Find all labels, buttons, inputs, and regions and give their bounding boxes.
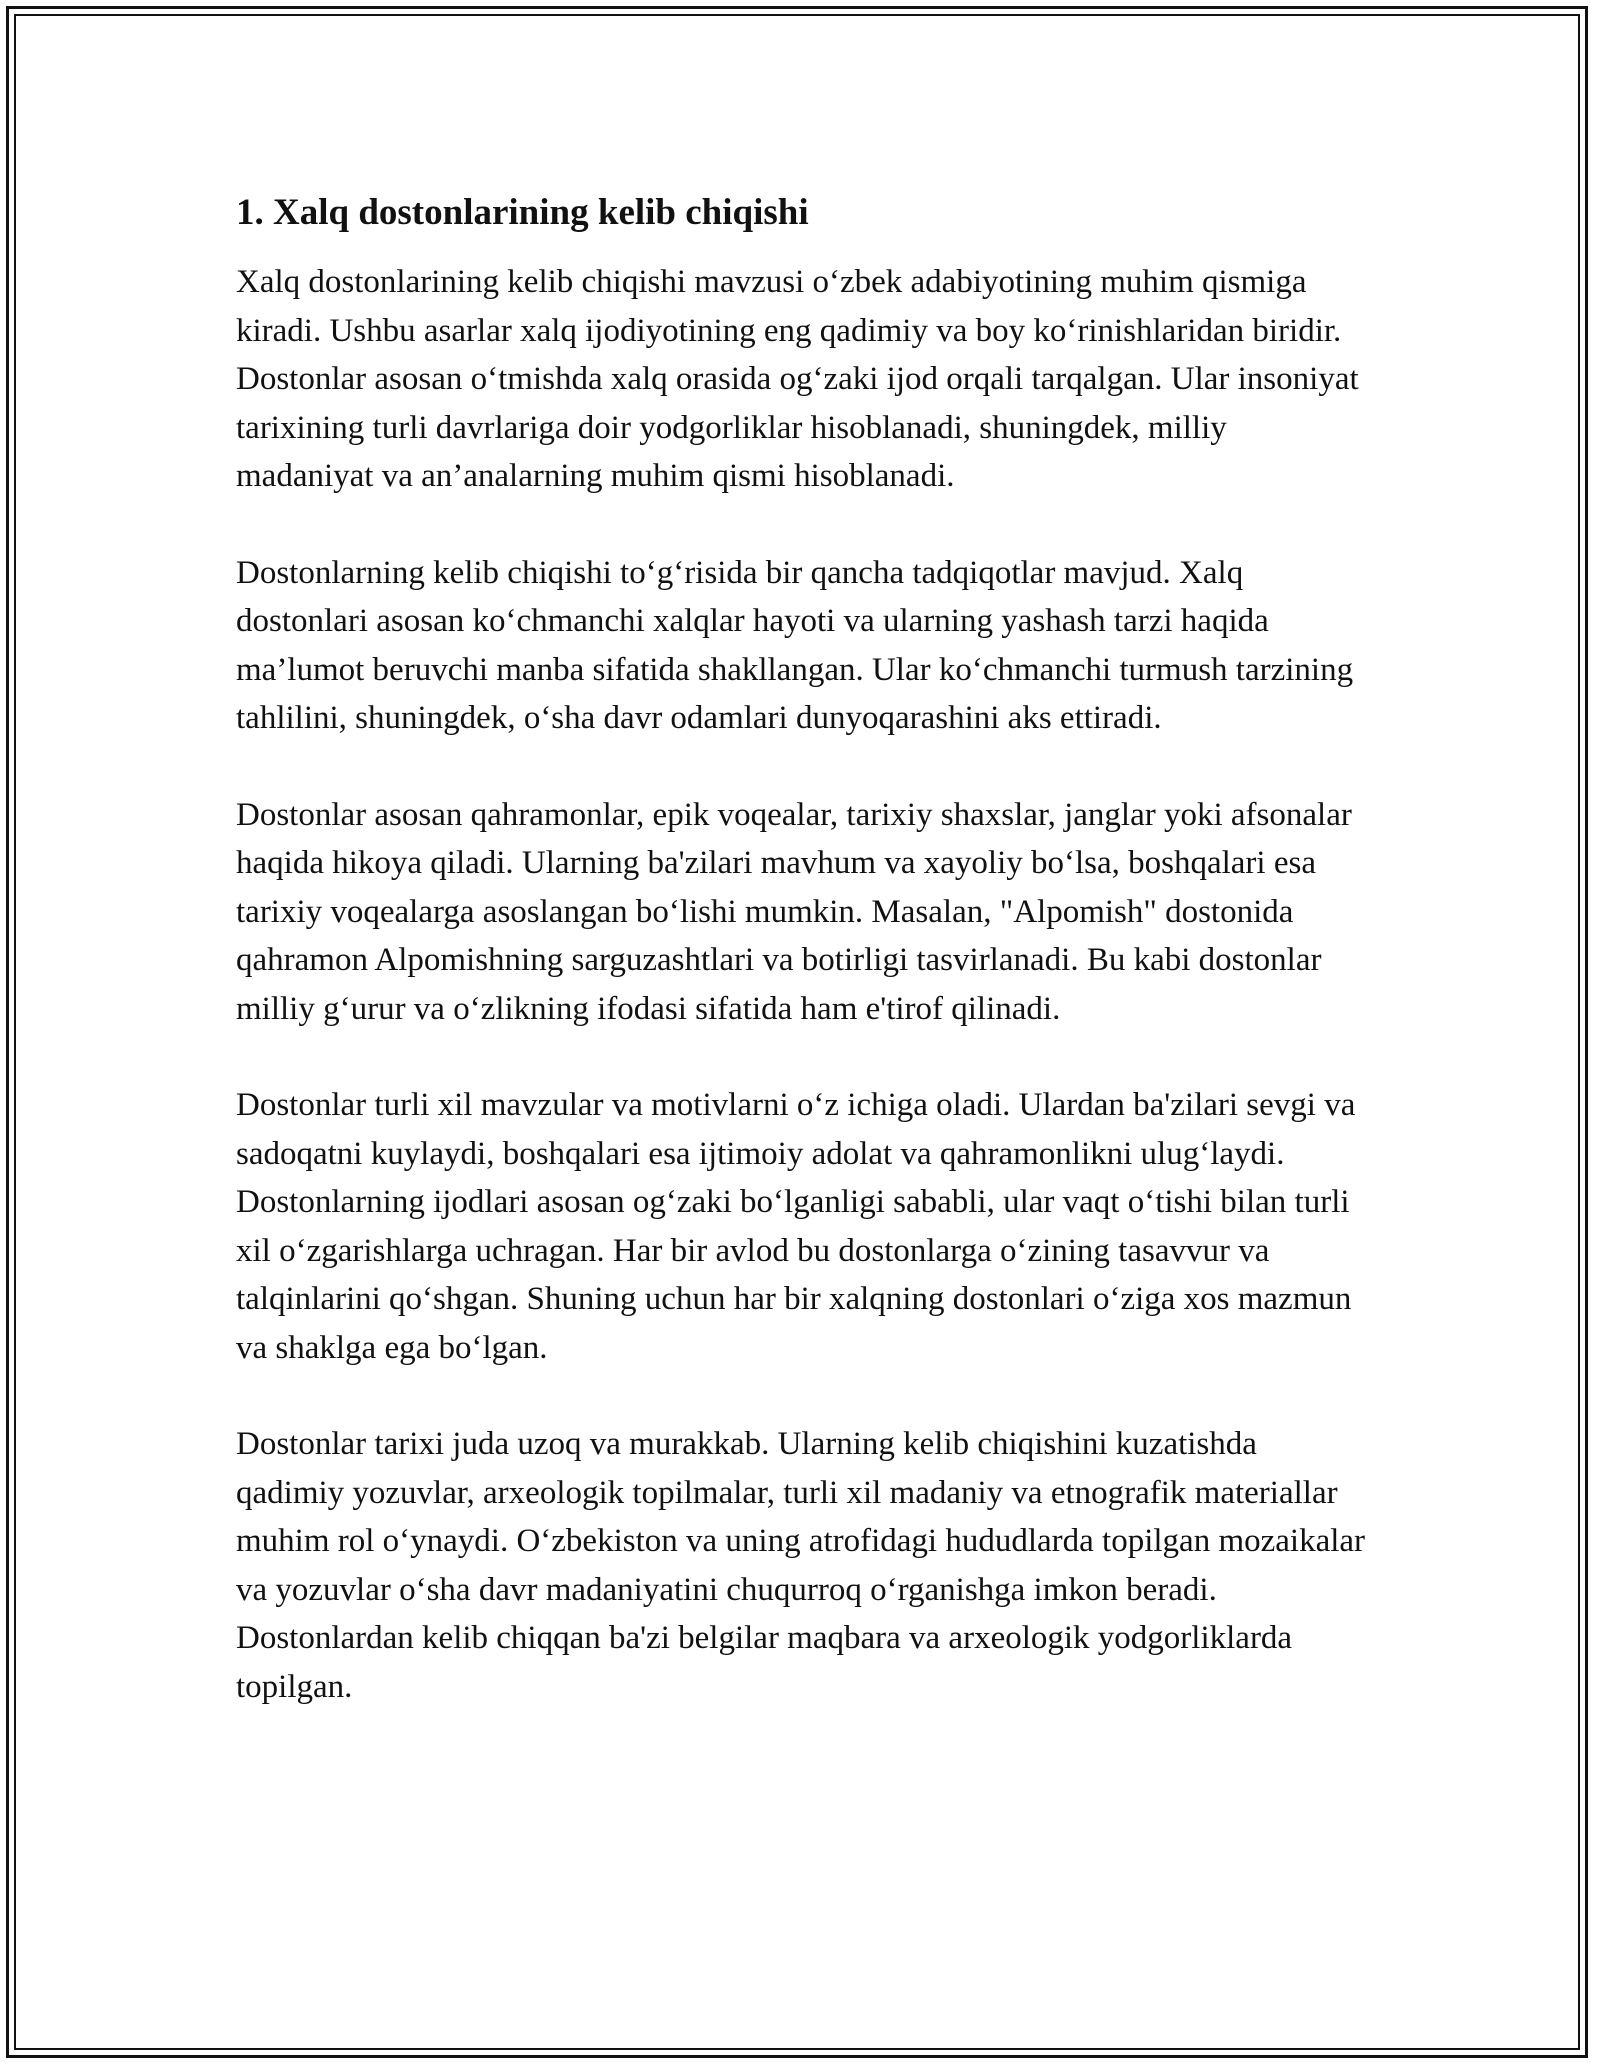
paragraph-3: Dostonlar asosan qahramonlar, epik voqealar, tarixiy shaxslar, janglar yoki afsonalar haqida hikoya qiladi. Ularning ba'zilari mavhum va xayoliy bo‘lsa, boshqalari esa tarixiy voqealarga asoslangan bo‘lishi mumkin. Masalan, "Alpomish" dostonida qahramon Alpomishning sarguzashtlari va botirligi tasvirlanadi. Bu kabi dostonlar milliy g‘urur va o‘zlikning ifodasi sifatida ham e'tirof qilinadi.: [236, 796, 1352, 1027]
paragraph-5: Dostonlar tarixi juda uzoq va murakkab. Ularning kelib chiqishini kuzatishda qadimiy yozuvlar, arxeologik topilmalar, turli xil madaniy va etnografik materiallar muhim rol o‘ynaydi. O‘zbekiston va uning atrofidagi hududlarda topilgan mozaikalar va yozuvlar o‘sha davr madaniyatini chuqurroq o‘rganishga imkon beradi. Dostonlardan kelib chiqqan ba'zi belgilar maqbara va arxeologik yodgorliklarda topilgan.: [236, 1426, 1366, 1705]
paragraph-2: Dostonlarning kelib chiqishi to‘g‘risida bir qancha tadqiqotlar mavjud. Xalq dostonlari asosan ko‘chmanchi xalqlar hayoti va ularning yashash tarzi haqida ma’lumot beruvchi manba sifatida shakllangan. Ular ko‘chmanchi turmush tarzining tahlilini, shuningdek, o‘sha davr odamlari dunyoqarashini aks ettiradi.: [236, 554, 1354, 736]
paragraph-1: Xalq dostonlarining kelib chiqishi mavzusi o‘zbek adabiyotining muhim qismiga kiradi. Ushbu asarlar xalq ijodiyotining eng qadimiy va boy ko‘rinishlaridan biridir. Dostonlar asosan o‘tmishda xalq orasida og‘zaki ijod orqali tarqalgan. Ular insoniyat tarixining turli davrlariga doir yodgorliklar hisoblanadi, shuningdek, milliy madaniyat va an’analarning muhim qismi hisoblanadi.: [236, 264, 1359, 494]
paragraph-4: Dostonlar turli xil mavzular va motivlarni o‘z ichiga oladi. Ulardan ba'zilari sevgi va sadoqatni kuylaydi, boshqalari esa ijtimoiy adolat va qahramonlikni ulug‘laydi. Dostonlarning ijodlari asosan og‘zaki bo‘lganligi sababli, ular vaqt o‘tishi bilan turli xil o‘zgarishlarga uchragan. Har bir avlod bu dostonlarga o‘zining tasavvur va talqinlarini qo‘shgan. Shuning uchun har bir xalqning dostonlari o‘ziga xos mazmun va shaklga ega bo‘lgan.: [236, 1087, 1356, 1366]
document-body: [236, 188, 1366, 1759]
section-heading: 1. Xalq dostonlarining kelib chiqishi: [236, 192, 809, 233]
